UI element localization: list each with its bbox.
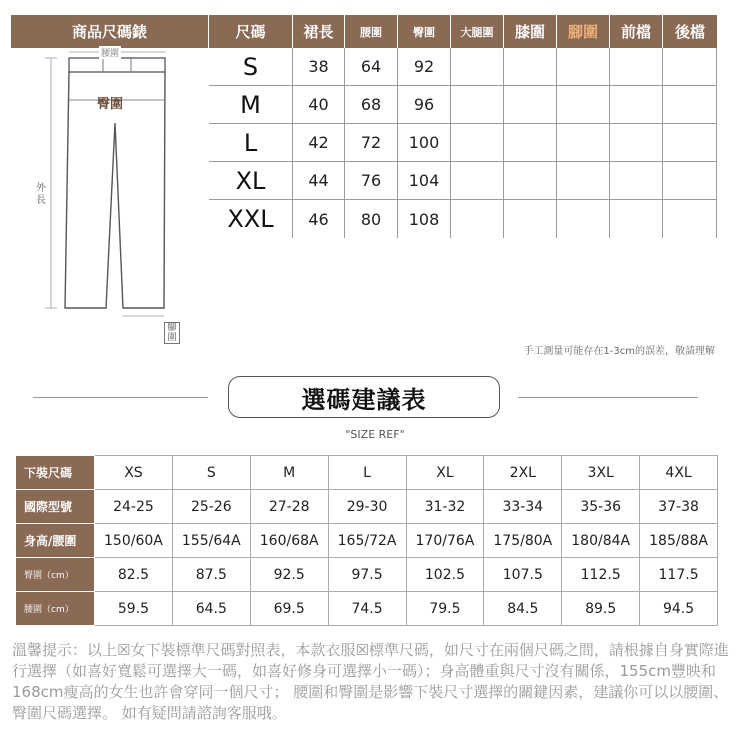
cell-length: 40 [293,86,345,123]
cell-empty [504,200,557,238]
cell-empty [451,86,504,123]
label-outer-length: 外長 [36,183,46,206]
cell-empty [504,86,557,123]
table-cell: 155/64A [172,524,250,558]
table-cell: 180/84A [562,524,640,558]
table-cell: 25-26 [172,490,250,524]
cell-empty [451,48,504,85]
table-row [16,456,718,490]
cell-empty [504,48,557,85]
cell-empty [663,86,717,123]
table-row [209,124,717,162]
row-label: 臀圍（cm） [16,558,95,592]
header-product-size-chart: 商品尺碼錶 [11,15,209,48]
cell-empty [557,200,610,238]
cell-length: 42 [293,124,345,161]
header-hem: 腳圍 [557,15,610,48]
label-hem: 腳圍 [164,322,180,344]
table-cell: 175/80A [484,524,562,558]
row-label: 國際型號 [16,490,95,524]
table-row [16,592,718,626]
divider-left [33,397,208,398]
table-cell: 94.5 [640,592,718,626]
table-row [209,48,717,86]
table-cell: 102.5 [406,558,484,592]
table-row [209,162,717,200]
table-cell: 160/68A [250,524,328,558]
table-row [16,524,718,558]
cell-length: 44 [293,162,345,199]
table-cell: 92.5 [250,558,328,592]
cell-waist: 76 [345,162,398,199]
cell-length: 46 [293,200,345,238]
table-cell: M [250,456,328,490]
cell-empty [557,124,610,161]
size-chart-body [11,48,717,343]
header-thigh: 大腿圍 [451,15,504,48]
header-back-rise: 後檔 [674,23,705,41]
table-cell: 165/72A [328,524,406,558]
table-cell: 59.5 [95,592,173,626]
table-cell: 117.5 [640,558,718,592]
divider-right [518,397,698,398]
row-label: 腰圍（cm） [16,592,95,626]
table-cell: 3XL [562,456,640,490]
cell-waist: 64 [345,48,398,85]
section-subtitle: "SIZE REF" [345,428,405,441]
cell-size: S [209,48,293,85]
table-row [209,86,717,124]
table-cell: 170/76A [406,524,484,558]
table-cell: 35-36 [562,490,640,524]
table-cell: 84.5 [484,592,562,626]
cell-empty [557,48,610,85]
table-cell: 79.5 [406,592,484,626]
cell-length: 38 [293,48,345,85]
cell-empty [451,200,504,238]
cell-empty [663,162,717,199]
header-hip: 臀圍 [398,15,451,48]
label-hip: 臀圍 [97,97,124,112]
recommend-table [15,455,718,626]
table-cell: 112.5 [562,558,640,592]
section-title: 選碼建議表 [228,376,500,418]
cell-empty [557,162,610,199]
trousers-diagram [11,48,209,358]
cell-empty [610,86,663,123]
header-length: 裙長 [293,15,345,48]
cell-hip: 104 [398,162,451,199]
header-waist: 腰圍 [345,15,398,48]
cell-hip: 96 [398,86,451,123]
cell-empty [504,162,557,199]
header-front-rise: 前檔 [610,15,663,48]
cell-waist: 68 [345,86,398,123]
measurement-note: 手工測量可能存在1-3cm的誤差，敬請理解 [523,346,715,357]
table-cell: 69.5 [250,592,328,626]
cell-empty [610,162,663,199]
table-cell: 33-34 [484,490,562,524]
table-cell: 87.5 [172,558,250,592]
table-cell: 2XL [484,456,562,490]
cell-hip: 92 [398,48,451,85]
label-waist: 腰圍 [99,46,121,59]
size-chart-header [11,15,717,48]
cell-empty [610,200,663,238]
header-knee: 膝圍 [504,15,557,48]
row-label: 下裝尺碼 [16,456,95,490]
cell-waist: 80 [345,200,398,238]
table-cell: 82.5 [95,558,173,592]
cell-waist: 72 [345,124,398,161]
table-cell: 37-38 [640,490,718,524]
cell-empty [610,48,663,85]
size-chart [11,15,717,343]
table-row [209,200,717,238]
table-cell: 89.5 [562,592,640,626]
warm-tip-text: 溫馨提示：以上☒女下裝標準尺碼對照表，本款衣服☒標準尺碼，如尺寸在兩個尺碼之間，請根據自身實際進行選擇（如喜好寬鬆可選擇大一碼，如喜好修身可選擇小一碼）；身高體重與尺寸沒有關係，155cm豐映和168cm瘦高的女生也許會穿同一個尺寸； 腰圍和臀圍是影響下裝尺寸選擇的關鍵因素，建議你可以以腰圍、臀圍尺碼選擇。 如有疑問請諮詢客服哦。 [12,641,729,722]
cell-size: XL [209,162,293,199]
table-cell: 4XL [640,456,718,490]
table-cell: 97.5 [328,558,406,592]
table-cell: S [172,456,250,490]
table-cell: 29-30 [328,490,406,524]
cell-hip: 100 [398,124,451,161]
table-cell: XL [406,456,484,490]
table-cell: 27-28 [250,490,328,524]
cell-size: L [209,124,293,161]
cell-empty [451,124,504,161]
cell-empty [451,162,504,199]
cell-empty [663,200,717,238]
cell-empty [504,124,557,161]
cell-size: M [209,86,293,123]
table-row [16,558,718,592]
table-cell: 31-32 [406,490,484,524]
cell-size: XXL [209,200,293,238]
table-cell: 107.5 [484,558,562,592]
header-size: 尺碼 [209,15,293,48]
table-cell: L [328,456,406,490]
table-cell: 24-25 [95,490,173,524]
table-cell: 150/60A [95,524,173,558]
table-cell: XS [95,456,173,490]
table-cell: 185/88A [640,524,718,558]
cell-hip: 108 [398,200,451,238]
table-cell: 74.5 [328,592,406,626]
table-cell: 64.5 [172,592,250,626]
cell-empty [663,124,717,161]
size-rows [209,48,717,238]
row-label: 身高/腰圍 [16,524,95,558]
cell-empty [557,86,610,123]
cell-empty [663,48,717,85]
table-row [16,490,718,524]
cell-empty [610,124,663,161]
